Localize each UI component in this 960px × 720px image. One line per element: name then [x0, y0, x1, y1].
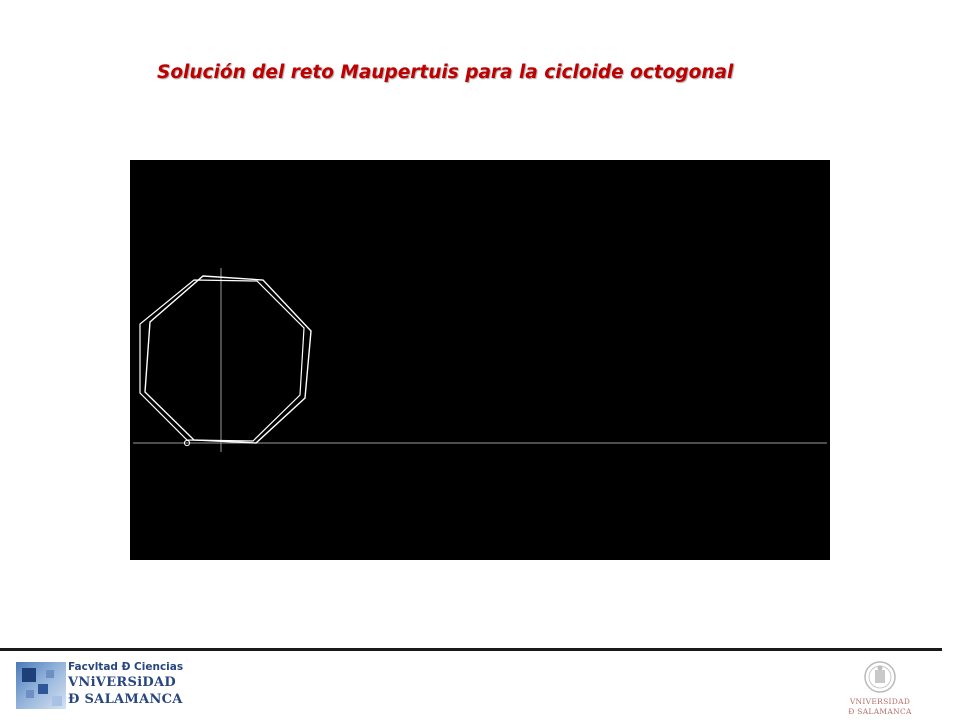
- university-seal-icon: [863, 660, 897, 694]
- university-seal: [840, 660, 920, 718]
- seal-city-name: Ð SALAMANCA: [848, 707, 912, 716]
- seal-university-name: VNIVERSIDAD: [849, 697, 911, 706]
- faculty-emblem-icon: [16, 662, 66, 709]
- rolling-octagon-trace: [140, 280, 304, 441]
- footer-divider: [0, 648, 942, 651]
- faculty-name: Facvltad Ð Ciencias: [68, 661, 184, 673]
- faculty-city-name: Ð SALAMANCA: [68, 692, 183, 707]
- slide-title: Solución del reto Maupertuis para la cicloide octogonal: [157, 62, 734, 83]
- rolling-octagon: [145, 276, 311, 443]
- faculty-logo: [16, 661, 184, 711]
- cycloid-animation-panel: [130, 160, 830, 560]
- faculty-university-name: VNiVERSiDAD: [68, 675, 176, 690]
- cycloid-drawing: [130, 160, 830, 560]
